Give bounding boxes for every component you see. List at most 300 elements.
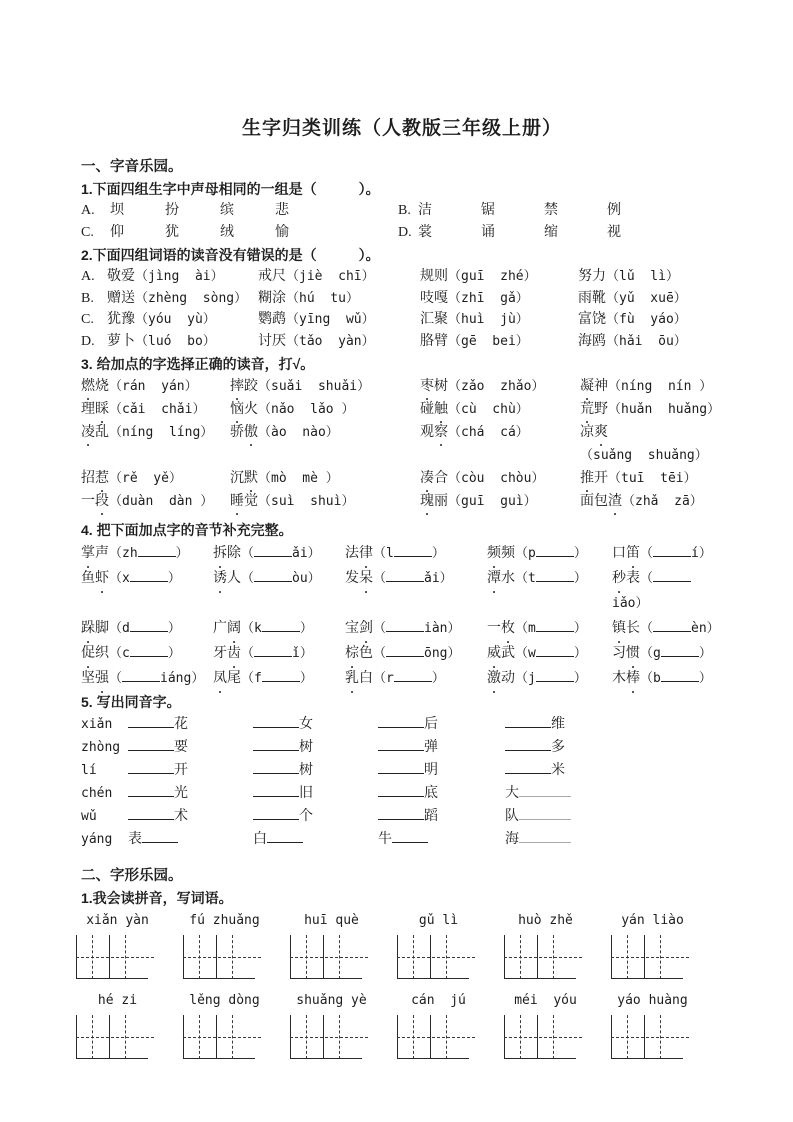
hanzi-char: 白 (359, 670, 373, 686)
pinyin-choices: （guī guì） (448, 493, 537, 509)
cell-token: 牛 (378, 831, 392, 847)
pinyin-choices: （suǎng shuǎng） (580, 447, 708, 463)
pinyin-text: （gē bei） (448, 334, 529, 350)
cell-token: 开 (174, 762, 188, 778)
blank-line (254, 569, 292, 582)
homophone-cell (378, 782, 505, 805)
cell-token (392, 830, 428, 843)
syllable-suffix: ） (573, 645, 587, 661)
pinyin-text: （guī zhé） (448, 269, 537, 284)
tianzige-grid (611, 935, 689, 979)
option-label: D. (81, 334, 95, 350)
blank-line (138, 544, 176, 557)
pinyin-text: （zhèng sòng） (135, 290, 248, 306)
q4-row (81, 616, 723, 641)
q4-item (487, 616, 612, 641)
tianzige-grid (504, 1015, 582, 1059)
hanzi-char: 裳 (418, 225, 432, 240)
hanzi-char: 诱 (213, 570, 227, 586)
q2-option-row (81, 331, 723, 353)
hanzi-char: 荒 (580, 401, 594, 417)
option-label: D. (398, 225, 412, 240)
hanzi-char: 频 (501, 545, 515, 561)
blank-line (661, 644, 699, 657)
hanzi-char: 棕 (345, 645, 359, 661)
q4-item (612, 541, 723, 566)
cell-token: 蹈 (424, 808, 438, 824)
blank-line (536, 569, 574, 582)
hanzi-char: 除 (227, 545, 241, 561)
word-text: 讨厌 (258, 334, 286, 350)
dotted-word (420, 379, 448, 394)
hanzi-char: 剑 (359, 620, 373, 636)
tianzige-grid (76, 1015, 154, 1059)
tianzige-grid (611, 1015, 689, 1059)
syllable-suffix: ） (698, 645, 712, 661)
dotted-word (81, 646, 109, 661)
syllable-prefix: （p (515, 545, 536, 561)
syllable-suffix: òu） (292, 570, 321, 586)
dotted-word (345, 621, 373, 636)
q4-item (487, 541, 612, 566)
word-pinyin-item (578, 288, 723, 310)
syllable-prefix: （ (109, 670, 123, 686)
pinyin-writing-group (81, 913, 723, 979)
pinyin-text: （jiè chī） (286, 269, 375, 284)
cell-token: 白 (253, 831, 267, 847)
hanzi-char: 声 (95, 545, 109, 561)
section-2-heading: 二、字形乐园。 (81, 867, 183, 884)
cell-token (505, 738, 551, 751)
hanzi-char: 律 (359, 545, 373, 561)
word-pinyin-item (420, 288, 578, 310)
homophone-row (81, 736, 723, 759)
hanzi-char: 人 (227, 570, 241, 586)
homophone-cell (378, 759, 505, 782)
pinyin-text: （fù yáo） (606, 312, 687, 328)
pinyin-text: （huì jù） (448, 312, 529, 328)
dotted-word (345, 546, 373, 561)
dotted-word (230, 379, 258, 394)
pinyin-choices: （suì shuì） (258, 493, 355, 509)
pinyin-word-label: cán jú (411, 992, 466, 1008)
cell-token (253, 807, 299, 820)
hanzi-char: 爽 (594, 424, 608, 440)
q4-item (345, 666, 487, 691)
homophone-cell (378, 736, 505, 759)
pinyin-text: （lǔ lì） (606, 269, 679, 284)
syllable-prefix: （ (640, 570, 654, 586)
pinyin-writing-group (81, 993, 723, 1059)
dotted-word (580, 471, 608, 486)
hanzi-char: 广 (213, 620, 227, 636)
hanzi-char: 潭 (487, 570, 501, 586)
hanzi-char: 法 (345, 545, 359, 561)
syllable-prefix: （ (373, 620, 387, 636)
hanzi-char: 燃 (81, 378, 95, 394)
dotted-word (487, 546, 515, 561)
word-pinyin-item (258, 288, 420, 310)
q4-table (81, 541, 723, 691)
homophone-cell (505, 713, 723, 736)
word-text: 戒尺 (258, 269, 286, 284)
blank-line (536, 669, 574, 682)
cell-token (378, 784, 424, 797)
char-group (110, 203, 330, 218)
q3-prompt: 3. 给加点的字选择正确的读音，打√。 (81, 355, 315, 372)
word-pinyin-item (107, 288, 258, 310)
cell-token (128, 807, 174, 820)
hanzi-char: 呆 (359, 570, 373, 586)
homophone-cell (505, 736, 723, 759)
grid-line-bottom (397, 1058, 469, 1059)
pinyin-word-label: shuǎng yè (296, 992, 367, 1008)
syllable-suffix: iǎo） (612, 595, 649, 611)
syllable-suffix: ） (698, 670, 712, 686)
pinyin-choices: （cù chù） (448, 401, 529, 417)
dotted-word (81, 494, 109, 509)
hanzi-char: 一 (81, 493, 95, 509)
blank-line (254, 544, 292, 557)
word-text: 鹦鹉 (258, 312, 286, 328)
hanzi-char: 跤 (244, 378, 258, 394)
q4-item (487, 641, 612, 666)
word-text: 赠送 (107, 290, 135, 306)
syllable-prefix: （ (640, 620, 654, 636)
hanzi-char: 牙 (213, 645, 227, 661)
pinyin-text: （hǎi ōu） (606, 334, 687, 350)
hanzi-char: 威 (487, 645, 501, 661)
hanzi-char: 恼 (230, 401, 244, 417)
pinyin-label: chén (81, 785, 113, 801)
blank-line (386, 619, 424, 632)
syllable-prefix: （t (515, 570, 536, 586)
hanzi-char: 火 (244, 401, 258, 417)
cell-token: 底 (424, 785, 438, 801)
blank-line (386, 644, 424, 657)
syllable-suffix: ǐ） (292, 645, 313, 661)
writing-grid-row (76, 928, 723, 979)
cell-token (505, 761, 551, 774)
homophone-cell (378, 828, 505, 851)
dotted-word (81, 402, 109, 417)
blank-line (130, 644, 168, 657)
pinyin-label: xiǎn (81, 716, 113, 732)
grid-line-bottom (76, 978, 148, 979)
q4-item (345, 566, 487, 616)
homophone-cell (128, 805, 253, 828)
word-text: 汇聚 (420, 312, 448, 328)
char-group (110, 225, 330, 240)
tianzige-grid (183, 1015, 261, 1059)
hanzi-char: 树 (434, 378, 448, 394)
hanzi-char: 睬 (95, 401, 109, 417)
word-pinyin-item (107, 331, 258, 353)
syllable-suffix: ） (573, 570, 587, 586)
dotted-word (612, 571, 640, 586)
q3-table (81, 375, 723, 513)
pinyin-text: （jìng ài） (135, 269, 224, 284)
grid-line-horizontal-center (290, 957, 368, 958)
dotted-word (345, 571, 373, 586)
dotted-word (81, 621, 109, 636)
hanzi-char: 口 (612, 545, 626, 561)
hanzi-char: 段 (95, 493, 109, 509)
syllable-suffix: í） (691, 545, 712, 561)
hanzi-char: 悲 (275, 203, 289, 218)
hanzi-char: 乳 (345, 670, 359, 686)
pinyin-text: （yīng wǔ） (286, 312, 375, 328)
cell-token (128, 715, 174, 728)
hanzi-char: 神 (594, 378, 608, 394)
dotted-word (230, 471, 258, 486)
q2-option-row (81, 309, 723, 331)
pinyin-choices: （mò mè ） (258, 470, 339, 486)
hanzi-char: 拆 (213, 545, 227, 561)
homophone-row (81, 782, 723, 805)
pinyin-choices: （duàn dàn ） (109, 493, 214, 509)
pinyin-choices: （ào nào） (258, 424, 339, 440)
blank-line (254, 644, 292, 657)
syllable-prefix: （b (640, 670, 661, 686)
dotted-word (420, 402, 448, 417)
homophone-cell (505, 782, 723, 805)
option-label: C. (81, 225, 94, 240)
word-text: 雨靴 (578, 290, 606, 306)
syllable-suffix: èn） (691, 620, 720, 636)
cell-token: 树 (299, 762, 313, 778)
syllable-suffix: ） (431, 545, 445, 561)
hanzi-char: 表 (626, 570, 640, 586)
pinyin-word-label: méi yóu (514, 992, 577, 1008)
page-title: 生字归类训练（人教版三年级上册） (241, 118, 562, 139)
q4-item (345, 641, 487, 666)
q4-row (81, 666, 723, 691)
pinyin-word-label: fú zhuǎng (189, 912, 260, 928)
hanzi-char: 缤 (220, 203, 234, 218)
syllable-prefix: （zh (109, 545, 138, 561)
pinyin-label: zhòng (81, 739, 121, 755)
cell-token: 术 (174, 808, 188, 824)
hanzi-char: 木 (612, 670, 626, 686)
hanzi-char: 镇 (612, 620, 626, 636)
hanzi-char: 扮 (165, 203, 179, 218)
hanzi-char: 虾 (95, 570, 109, 586)
hanzi-char: 丽 (434, 493, 448, 509)
hanzi-char: 渣 (608, 493, 622, 509)
hanzi-char: 骄 (230, 424, 244, 440)
cell-token (519, 807, 571, 820)
q4-item (345, 541, 487, 566)
dotted-word (612, 546, 640, 561)
q3-item (230, 398, 420, 421)
hanzi-char: 掌 (81, 545, 95, 561)
cell-token (253, 738, 299, 751)
cell-token: 花 (174, 716, 188, 732)
pinyin-choices: （rě yě） (109, 470, 182, 486)
hanzi-char: 强 (95, 670, 109, 686)
pinyin-choices: （zǎo zhǎo） (448, 378, 545, 394)
hanzi-char: 长 (626, 620, 640, 636)
homophone-cells (128, 782, 723, 805)
dotted-word (420, 471, 448, 486)
grid-line-bottom (504, 978, 576, 979)
homophone-cell (253, 805, 378, 828)
q4-item (81, 666, 213, 691)
option-label: A. (81, 269, 95, 284)
char-group (418, 203, 670, 218)
q3-item (420, 421, 580, 467)
q3-item (81, 398, 230, 421)
hanzi-char: 笛 (626, 545, 640, 561)
hanzi-char: 睡 (230, 493, 244, 509)
homophone-cell (128, 736, 253, 759)
grid-line-bottom (611, 978, 683, 979)
pinyin-text: （yóu yù） (135, 312, 216, 328)
pinyin-choices: （nǎo lǎo ） (258, 401, 355, 417)
blank-line (653, 544, 691, 557)
blank-line (653, 569, 691, 582)
hanzi-char: 开 (594, 470, 608, 486)
q3-item (230, 467, 420, 490)
grid-line-bottom (76, 1058, 148, 1059)
syllable-suffix: ōng） (424, 645, 461, 661)
cell-token: 明 (424, 762, 438, 778)
pinyin-label-row (76, 913, 723, 928)
hanzi-char: 察 (434, 424, 448, 440)
hanzi-char: 色 (359, 645, 373, 661)
hanzi-char: 包 (594, 493, 608, 509)
hanzi-char: 沉 (230, 470, 244, 486)
syllable-prefix: （f (241, 670, 262, 686)
homophone-cells (128, 805, 723, 828)
cell-token (253, 761, 299, 774)
q2-option-row (81, 266, 723, 288)
blank-line (536, 544, 574, 557)
q1-options (81, 200, 723, 244)
hanzi-char: 洁 (418, 203, 432, 218)
dotted-word (81, 379, 109, 394)
dotted-word (580, 379, 608, 394)
word-text: 富饶 (578, 312, 606, 328)
word-text: 努力 (578, 269, 606, 284)
grid-line-bottom (183, 978, 255, 979)
q1-option-row (81, 222, 723, 244)
hanzi-char: 武 (501, 645, 515, 661)
syllable-suffix: ） (573, 670, 587, 686)
pinyin-word-label: yáo huàng (617, 992, 688, 1008)
pinyin-text: （hú tu） (286, 290, 359, 306)
dotted-word (213, 571, 241, 586)
hanzi-char: 野 (594, 401, 608, 417)
hanzi-char: 理 (81, 401, 95, 417)
q3-item (580, 490, 723, 513)
syllable-suffix: ǎi） (292, 545, 321, 561)
syllable-prefix: （x (109, 570, 130, 586)
hanzi-char: 诵 (481, 225, 495, 240)
hanzi-char: 乱 (95, 424, 109, 440)
homophone-cell (253, 759, 378, 782)
hanzi-char: 一 (487, 620, 501, 636)
tianzige-grid (397, 1015, 475, 1059)
word-text: 犹豫 (107, 312, 135, 328)
cell-token: 树 (299, 739, 313, 755)
homophone-row (81, 713, 723, 736)
dotted-word (487, 571, 515, 586)
pinyin-choices: （níng líng） (109, 424, 214, 440)
word-pinyin-item (258, 309, 420, 331)
hanzi-char: 傲 (244, 424, 258, 440)
blank-line (262, 619, 300, 632)
q3-item (580, 375, 723, 398)
hanzi-char: 惹 (95, 470, 109, 486)
homophone-row (81, 805, 723, 828)
pinyin-word-label: gǔ lì (418, 912, 459, 928)
word-text: 吱嘎 (420, 290, 448, 306)
hanzi-char: 视 (607, 225, 621, 240)
syllable-prefix: （ (373, 645, 387, 661)
hanzi-char: 惯 (626, 645, 640, 661)
homophone-row (81, 759, 723, 782)
q3-item (420, 490, 580, 513)
dotted-word (213, 546, 241, 561)
hanzi-char: 招 (81, 470, 95, 486)
hanzi-char: 齿 (227, 645, 241, 661)
hanzi-char: 发 (345, 570, 359, 586)
option-label: C. (81, 312, 94, 328)
q1-option-row (81, 200, 723, 222)
syllable-prefix: （ (241, 645, 255, 661)
dotted-word (612, 621, 640, 636)
grid-line-horizontal-center (183, 957, 261, 958)
dotted-word (213, 621, 241, 636)
hanzi-char: 摔 (230, 378, 244, 394)
word-text: 萝卜 (107, 334, 135, 350)
syllable-prefix: （ (241, 545, 255, 561)
hanzi-char: 缩 (544, 225, 558, 240)
q5-prompt: 5. 写出同音字。 (81, 693, 181, 710)
dotted-word (345, 646, 373, 661)
cell-token: 旧 (299, 785, 313, 801)
syllable-suffix: ） (167, 645, 181, 661)
cell-token: 多 (551, 739, 565, 755)
hanzi-char: 瑰 (420, 493, 434, 509)
word-pinyin-list (107, 266, 723, 288)
homophone-cell (505, 805, 723, 828)
syllable-suffix: ） (167, 620, 181, 636)
q4-prompt: 4. 把下面加点字的音节补充完整。 (81, 521, 293, 538)
dotted-word (487, 646, 515, 661)
dotted-word (81, 425, 109, 440)
hanzi-char: 促 (81, 645, 95, 661)
homophone-cells (128, 759, 723, 782)
word-text: 海鸥 (578, 334, 606, 350)
cell-token (378, 738, 424, 751)
q3-item (580, 467, 723, 490)
word-pinyin-item (420, 331, 578, 353)
hanzi-char: 秒 (612, 570, 626, 586)
q4-item (487, 566, 612, 616)
hanzi-char: 织 (95, 645, 109, 661)
hanzi-char: 碰 (420, 401, 434, 417)
q4-row (81, 566, 723, 616)
q4-item (487, 666, 612, 691)
pinyin-writing-groups (81, 913, 723, 1059)
grid-line-horizontal-center (397, 957, 475, 958)
grid-line-horizontal-center (183, 1037, 261, 1038)
hanzi-char: 观 (420, 424, 434, 440)
q4-item (81, 566, 213, 616)
